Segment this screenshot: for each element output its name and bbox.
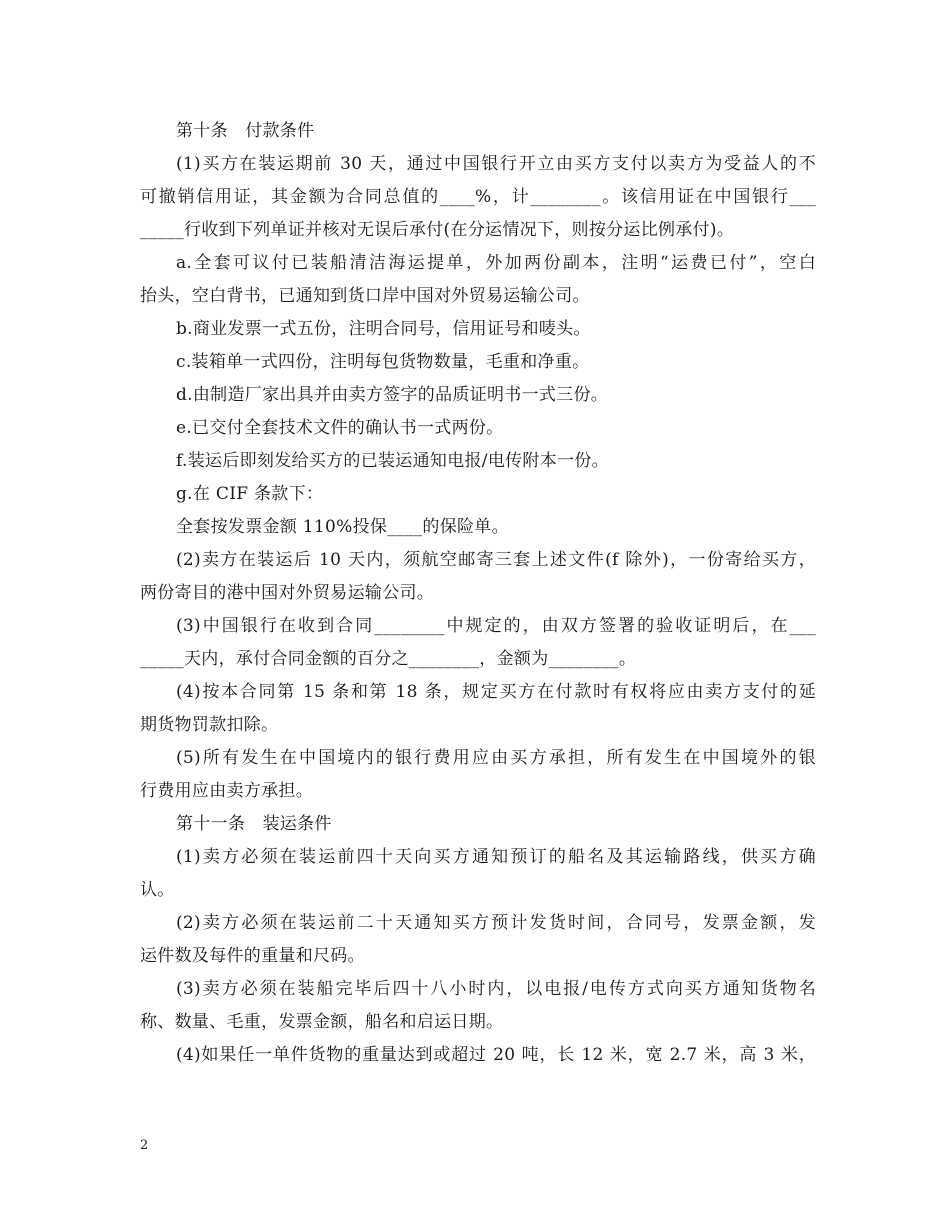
text-line: 第十条 付款条件 (176, 121, 315, 141)
text-line: (1)卖方必须在装运前四十天向买方通知预订的船名及其运输路线，供买方确 (176, 847, 816, 867)
text-line: (1)买方在装运期前 30 天，通过中国银行开立由买方支付以卖方为受益人的不 (176, 154, 816, 174)
text-line: 称、数量、毛重，发票金额，船名和启运日期。 (140, 1012, 504, 1032)
text-line: c.装箱单一式四份，注明每包货物数量，毛重和净重。 (176, 352, 590, 372)
text-line: 两份寄目的港中国对外贸易运输公司。 (140, 583, 435, 603)
text-line: 运件数及每件的重量和尺码。 (140, 946, 365, 966)
text-line: _____行收到下列单证并核对无误后承付(在分运情况下，则按分运比例承付)。 (140, 220, 735, 240)
text-line: b.商业发票一式五份，注明合同号，信用证号和唛头。 (176, 319, 591, 339)
document-body (140, 115, 816, 1072)
text-line: d.由制造厂家出具并由卖方签字的品质证明书一式三份。 (176, 385, 609, 405)
text-line: (3)卖方必须在装船完毕后四十八小时内，以电报/电传方式向买方通知货物名 (176, 979, 816, 999)
text-line: (2)卖方在装运后 10 天内，须航空邮寄三套上述文件(f 除外)，一份寄给买方， (176, 550, 816, 570)
text-line: 全套按发票金额 110%投保____的保险单。 (176, 517, 509, 537)
text-line: _____天内，承付合同金额的百分之________，金额为________。 (140, 649, 637, 669)
text-line: (4)按本合同第 15 条和第 18 条，规定买方在付款时有权将应由卖方支付的延 (176, 682, 816, 702)
page-number: 2 (140, 1138, 149, 1153)
text-line: a.全套可议付已装船清洁海运提单，外加两份副本，注明“运费已付”，空白 (176, 253, 816, 273)
text-line: 期货物罚款扣除。 (140, 715, 279, 735)
text-line: 可撤销信用证，其金额为合同总值的____%，计________。该信用证在中国银行___ (140, 187, 816, 207)
text-line: (4)如果任一单件货物的重量达到或超过 20 吨，长 12 米，宽 2.7 米，高 3 米， (176, 1045, 816, 1065)
text-line: f.装运后即刻发给买方的已装运通知电报/电传附本一份。 (176, 451, 609, 471)
text-line: (5)所有发生在中国境内的银行费用应由买方承担，所有发生在中国境外的银 (176, 748, 816, 768)
text-line: 认。 (140, 880, 175, 900)
text-line: 第十一条 装运条件 (176, 814, 332, 834)
text-line: 抬头，空白背书，已通知到货口岸中国对外贸易运输公司。 (140, 286, 590, 306)
text-line: e.已交付全套技术文件的确认书一式两份。 (176, 418, 504, 438)
text-line: (3)中国银行在收到合同________中规定的，由双方签署的验收证明后，在___ (176, 616, 816, 636)
text-line: (2)卖方必须在装运前二十天通知买方预计发货时间，合同号，发票金额，发 (176, 913, 816, 933)
text-line: 行费用应由卖方承担。 (140, 781, 313, 801)
text-line: g.在 CIF 条款下： (176, 484, 324, 504)
